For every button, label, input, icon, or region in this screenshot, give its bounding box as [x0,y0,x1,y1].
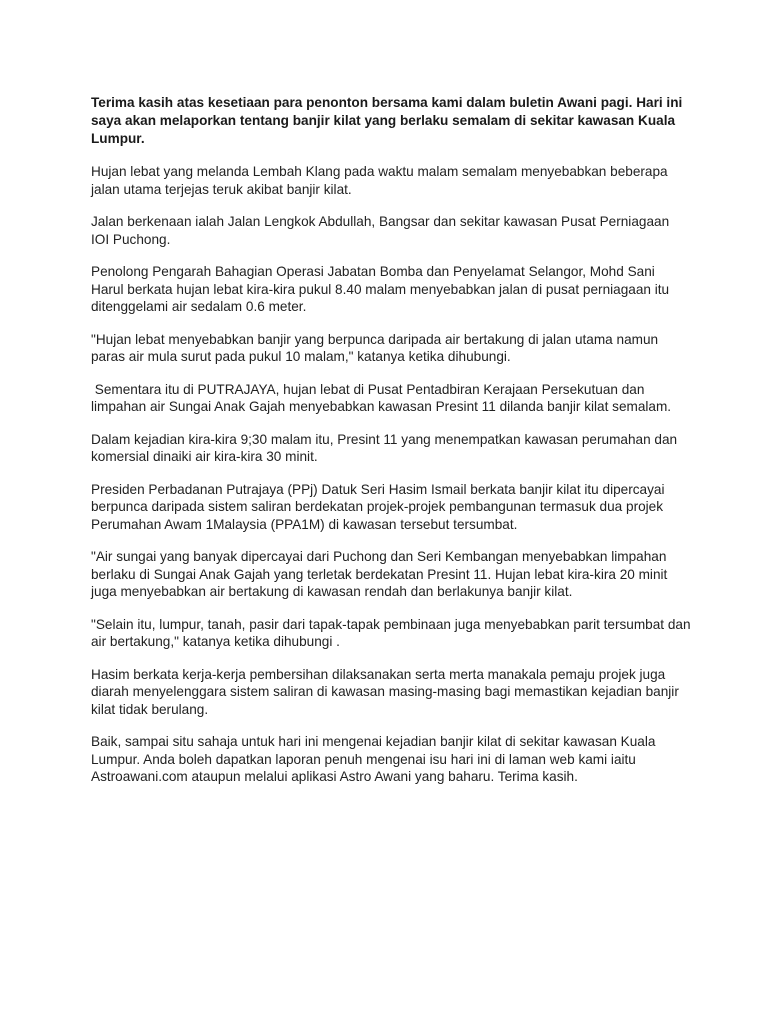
body-paragraph-10: Hasim berkata kerja-kerja pembersihan dilaksanakan serta merta manakala pemaju projek juga diarah menyelenggara sistem saliran di kawasan masing-masing bagi memastikan kejadian banjir kilat tidak berulang. [91,666,679,717]
body-paragraph-3: Penolong Pengarah Bahagian Operasi Jabatan Bomba dan Penyelamat Selangor, Mohd Sani Harul berkata hujan lebat kira-kira pukul 8.40 malam menyebabkan jalan di pusat perniagaan itu ditenggelami air sedalam 0.6 meter. [91,264,670,314]
body-paragraph-1: Hujan lebat yang melanda Lembah Klang pada waktu malam semalam menyebabkan beberapa jalan utama terjejas teruk akibat banjir kilat. [91,164,668,197]
intro-paragraph: Terima kasih atas kesetiaan para penonton bersama kami dalam buletin Awani pagi. Hari ini saya akan melaporkan tentang banjir kilat yang berlaku semalam di sekitar kawasan Kuala Lumpur. [91,95,683,146]
body-paragraph-6: Dalam kejadian kira-kira 9;30 malam itu, Presint 11 yang menempatkan kawasan perumahan dan komersial dinaiki air kira-kira 30 minit. [91,431,678,464]
body-paragraph-7: Presiden Perbadanan Putrajaya (PPj) Datuk Seri Hasim Ismail berkata banjir kilat itu dipercayai berpunca daripada sistem saliran berdekatan projek-projek pembangunan termasuk dua projek Perumahan Awam 1Malaysia (PPA1M) di kawasan tersebut tersumbat. [91,481,665,532]
body-paragraph-4: "Hujan lebat menyebabkan banjir yang berpunca daripada air bertakung di jalan utama namun paras air mula surut pada pukul 10 malam," katanya ketika dihubungi. [91,331,659,364]
body-paragraph-11: Baik, sampai situ sahaja untuk hari ini mengenai kejadian banjir kilat di sekitar kawasan Kuala Lumpur. Anda boleh dapatkan laporan penuh mengenai isu hari ini di laman web kami iaitu Astroawani.com ataupun melalui aplikasi Astro Awani yang baharu. Terima kasih. [91,734,656,784]
body-paragraph-2: Jalan berkenaan ialah Jalan Lengkok Abdullah, Bangsar dan sekitar kawasan Pusat Perniagaan IOI Puchong. [91,214,670,247]
body-paragraph-5: Sementara itu di PUTRAJAYA, hujan lebat di Pusat Pentadbiran Kerajaan Persekutuan dan limpahan air Sungai Anak Gajah menyebabkan kawasan Presint 11 dilanda banjir kilat semalam. [91,381,672,414]
document-body [91,94,691,801]
body-paragraph-8: "Air sungai yang banyak dipercayai dari Puchong dan Seri Kembangan menyebabkan limpahan berlaku di Sungai Anak Gajah yang terletak berdekatan Presint 11. Hujan lebat kira-kira 20 minit juga menyebabkan air bertakung di kawasan rendah dan berlakunya banjir kilat. [91,549,668,599]
body-paragraph-9: "Selain itu, lumpur, tanah, pasir dari tapak-tapak pembinaan juga menyebabkan parit tersumbat dan air bertakung," katanya ketika dihubungi . [91,616,691,649]
